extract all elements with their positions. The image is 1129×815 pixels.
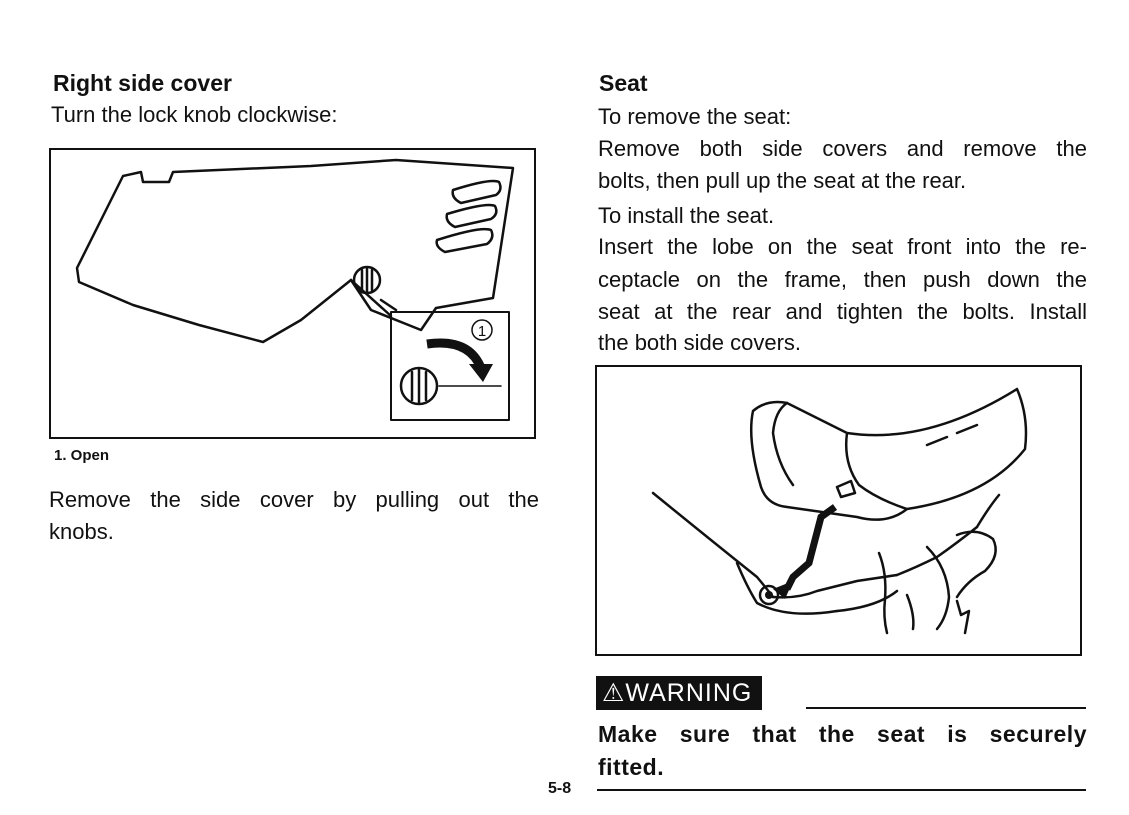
seat-install-line2: ceptacle on the frame, then push down the — [598, 267, 1087, 292]
warning-header-rule — [806, 707, 1086, 709]
seat-install-line1: Insert the lobe on the seat front into the re- — [598, 234, 1087, 259]
page-number: 5-8 — [548, 780, 572, 797]
seat-heading: Seat — [599, 70, 648, 96]
side-cover-figure — [49, 148, 536, 439]
side-cover-intro: Turn the lock knob clockwise: — [51, 102, 338, 127]
warning-text-line1: Make sure that the seat is securely — [598, 721, 1087, 747]
side-cover-illustration — [51, 150, 534, 437]
warning-triangle-icon: ⚠ — [602, 679, 626, 707]
figure-caption: 1. Open — [54, 447, 110, 464]
warning-footer-rule — [597, 789, 1086, 791]
seat-remove-line2: bolts, then pull up the seat at the rear. — [598, 168, 967, 193]
seat-install-line4: the both side covers. — [598, 330, 802, 355]
seat-figure — [595, 365, 1082, 656]
seat-install-title: To install the seat. — [598, 203, 775, 228]
seat-illustration — [597, 367, 1080, 654]
warning-label: ⚠WARNING — [596, 676, 762, 710]
warning-text-line2: fitted. — [598, 754, 665, 780]
seat-install-line3: seat at the rear and tighten the bolts. Install — [598, 299, 1087, 324]
figure-callout-number: 1 — [477, 323, 487, 340]
side-cover-body-line2: knobs. — [49, 519, 114, 544]
seat-remove-line1: Remove both side covers and remove the — [598, 136, 1087, 161]
seat-remove-title: To remove the seat: — [598, 104, 792, 129]
side-cover-heading: Right side cover — [53, 70, 232, 96]
side-cover-body-line1: Remove the side cover by pulling out the — [49, 487, 539, 512]
